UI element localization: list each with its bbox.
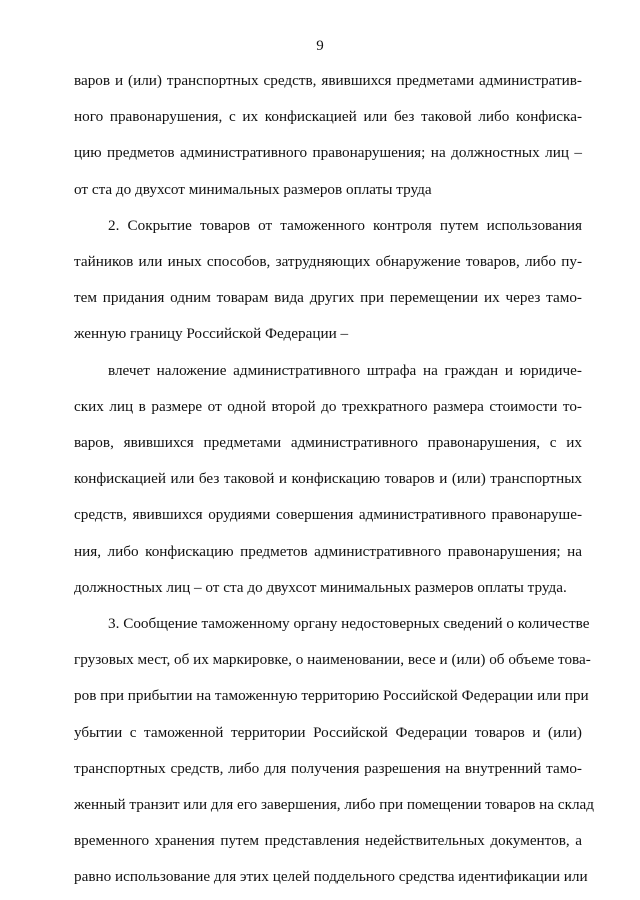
text-line: женную границу Российской Федерации – bbox=[74, 325, 349, 343]
text-line: влечет наложение административного штрафа на граждан и юридиче- bbox=[108, 361, 582, 379]
text-line: варов и (или) транспортных средств, явившихся предметами административ- bbox=[74, 72, 582, 89]
text-line: ния, либо конфискацию предметов административного правонарушения; на bbox=[74, 542, 582, 560]
text-line: женный транзит или для его завершения, либо при помещении товаров на склад bbox=[74, 796, 594, 814]
text-line: ного правонарушения, с их конфискацией или без таковой либо конфиска- bbox=[74, 108, 582, 126]
text-line: 3. Сообщение таможенному органу недостоверных сведений о количестве bbox=[108, 615, 590, 633]
text-line: средств, явившихся орудиями совершения административного правонаруше- bbox=[74, 506, 582, 524]
text-line: временного хранения путем представления недействительных документов, а bbox=[74, 832, 582, 850]
text-line: варов, явившихся предметами административного правонарушения, с их bbox=[74, 434, 582, 452]
text-line: равно использование для этих целей поддельного средства идентификации или bbox=[74, 868, 588, 886]
page-number: 9 bbox=[316, 38, 324, 54]
text-line: убытии с таможенной территории Российской Федерации товаров и (или) bbox=[74, 723, 582, 741]
text-line: 2. Сокрытие товаров от таможенного контроля путем использования bbox=[108, 216, 582, 234]
text-line: ских лиц в размере от одной второй до трехкратного размера стоимости то- bbox=[74, 397, 582, 415]
text-line: грузовых мест, об их маркировке, о наименовании, весе и (или) об объеме това- bbox=[74, 651, 591, 669]
text-line: тайников или иных способов, затрудняющих обнаружение товаров, либо пу- bbox=[74, 253, 582, 271]
text-line: от ста до двухсот минимальных размеров оплаты труда bbox=[74, 180, 432, 198]
text-line: конфискацией или без таковой и конфискацию товаров и (или) транспортных bbox=[74, 470, 582, 488]
text-line: должностных лиц – от ста до двухсот минимальных размеров оплаты труда. bbox=[74, 578, 567, 596]
text-line: тем придания одним товарам вида других при перемещении их через тамо- bbox=[74, 289, 582, 307]
text-line: цию предметов административного правонарушения; на должностных лиц – bbox=[74, 144, 582, 162]
document-body bbox=[74, 63, 594, 896]
text-line: ров при прибытии на таможенную территорию Российской Федерации или при bbox=[74, 687, 589, 705]
text-line: транспортных средств, либо для получения разрешения на внутренний тамо- bbox=[74, 759, 582, 777]
